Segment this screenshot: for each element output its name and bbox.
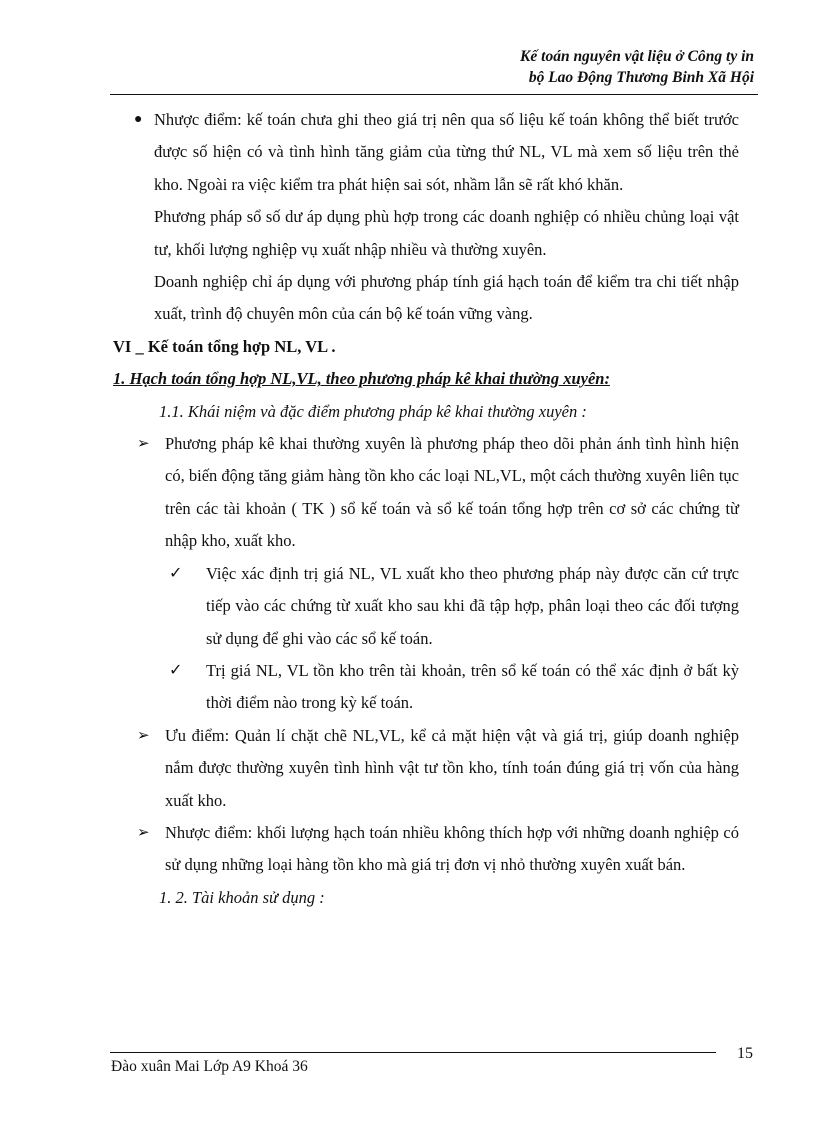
check-item-1-text: Việc xác định trị giá NL, VL xuất kho theo phương pháp này được căn cứ trực tiếp vào các chứng từ xuất kho sau khi đã tập hợp, phân loại theo các đối tượng sử dụng để ghi vào các sổ kế toán.: [206, 563, 739, 648]
header-line-1: Kế toán nguyên vật liệu ở Công ty in: [520, 48, 754, 65]
bullet-dot-icon: ●: [134, 112, 143, 127]
subsection-1-1-heading: 1.1. Khái niệm và đặc điểm phương pháp kê khai thường xuyên :: [159, 401, 587, 421]
bullet-disadvantage-item: [113, 104, 739, 201]
header-divider: [110, 94, 758, 95]
paragraph-apply-2: Doanh nghiệp chỉ áp dụng với phương pháp tính giá hạch toán để kiểm tra chi tiết nhập xuất, trình độ chuyên môn của cán bộ kế toán vững vàng.: [154, 272, 739, 324]
arrow-advantage-text: Ưu điểm: Quản lí chặt chẽ NL,VL, kể cả mặt hiện vật và giá trị, giúp doanh nghiệp nắm được thường xuyên tình hình vật tư tồn kho, tính toán đúng giá trị vốn của hàng xuất kho.: [165, 725, 739, 810]
subsection-1-2-heading: 1. 2. Tài khoản sử dụng :: [159, 887, 325, 907]
page-number: 15: [737, 1045, 753, 1062]
document-body: [113, 104, 739, 914]
arrow-disadvantage-text: Nhược điểm: khối lượng hạch toán nhiều không thích hợp với những doanh nghiệp có sử dụng những loại hàng tồn kho mà giá trị đơn vị nhỏ thường xuyên xuất bán.: [165, 822, 739, 875]
section-1-heading: 1. Hạch toán tổng hợp NL,VL, theo phương pháp kê khai thường xuyên:: [113, 369, 610, 389]
section-vi-heading: VI _ Kế toán tổng hợp NL, VL .: [113, 336, 336, 356]
arrow-definition-item: [113, 428, 739, 558]
arrow-bullet-icon: ➢: [137, 436, 150, 453]
check-item-1: [113, 558, 739, 655]
check-item-2: [113, 655, 739, 720]
arrow-bullet-icon: ➢: [137, 824, 150, 841]
checkmark-icon: ✓: [169, 661, 183, 679]
check-item-2-text: Trị giá NL, VL tồn kho trên tài khoản, trên sổ kế toán có thể xác định ở bất kỳ thời điểm nào trong kỳ kế toán.: [206, 660, 739, 713]
arrow-definition-text: Phương pháp kê khai thường xuyên là phương pháp theo dõi phản ánh tình hình hiện có, biến động tăng giảm hàng tồn kho các loại NL,VL, một cách thường xuyên liên tục trên các tài khoản ( TK ) sổ kế toán và sổ kế toán tổng hợp trên cơ sở các chứng từ nhập kho, xuất kho.: [165, 434, 739, 551]
header-line-2: bộ Lao Động Thương Binh Xã Hội: [528, 69, 754, 86]
arrow-disadvantage-item: [113, 817, 739, 882]
footer-author: Đào xuân Mai Lớp A9 Khoá 36: [111, 1058, 308, 1075]
bullet-disadvantage-text: Nhược điểm: kế toán chưa ghi theo giá trị nên qua số liệu kế toán không thể biết trước được số hiện có và tình hình tăng giảm của từng thứ NL, VL mà xem số liệu trên thẻ kho. Ngoài ra việc kiểm tra phát hiện sai sót, nhầm lẫn sẽ rất khó khăn.: [154, 110, 739, 194]
arrow-advantage-item: [113, 720, 739, 817]
arrow-bullet-icon: ➢: [137, 727, 150, 744]
footer-divider: [110, 1052, 716, 1053]
checkmark-icon: ✓: [169, 564, 183, 582]
paragraph-apply-1: Phương pháp sổ số dư áp dụng phù hợp trong các doanh nghiệp có nhiều chủng loại vật tư, khối lượng nghiệp vụ xuất nhập nhiều và thường xuyên.: [154, 207, 739, 259]
running-header: [520, 46, 754, 88]
